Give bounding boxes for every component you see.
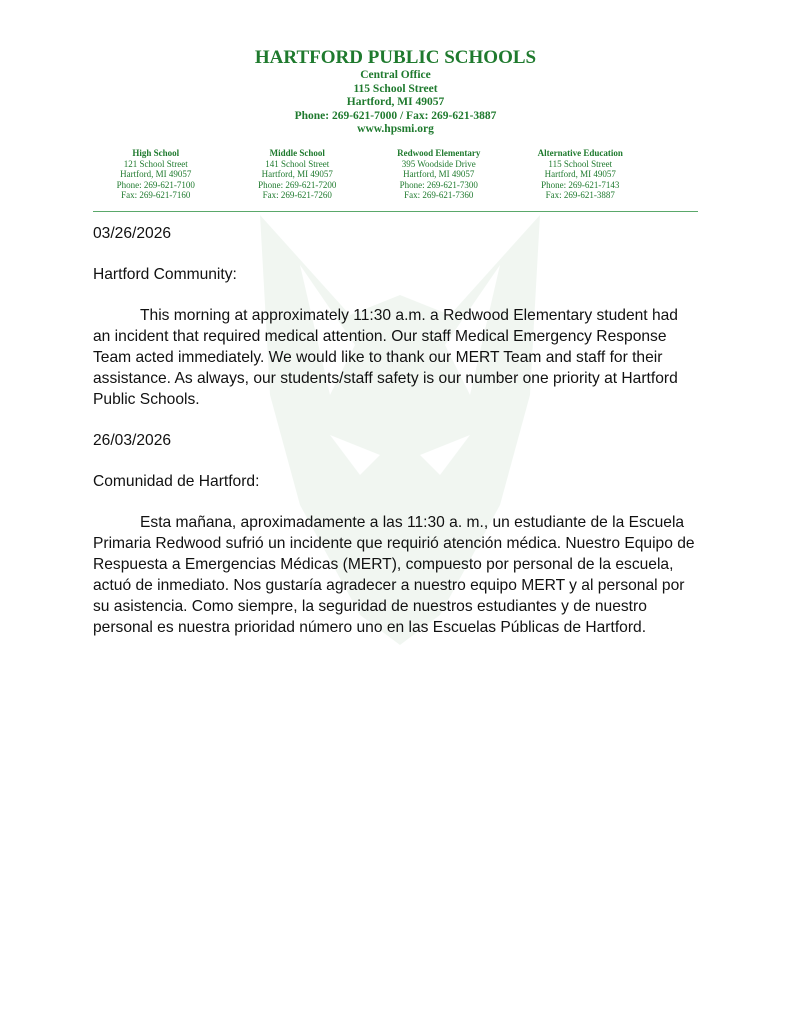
school-city: Hartford, MI 49057 <box>544 169 616 179</box>
office-city: Hartford, MI 49057 <box>346 96 445 108</box>
website: www.hpsmi.org <box>357 123 434 135</box>
school-street: 141 School Street <box>265 158 330 169</box>
school-directory <box>85 148 651 201</box>
date-spanish: 26/03/2026 <box>93 432 172 449</box>
letter-body <box>93 223 699 658</box>
letterhead <box>0 47 791 137</box>
office-name: Central Office <box>360 69 431 81</box>
date-english: 03/26/2026 <box>93 225 172 242</box>
school-phone: Phone: 269-621-7143 <box>541 179 620 190</box>
school-phone: Phone: 269-621-7100 <box>116 179 195 190</box>
paragraph-spanish: Esta mañana, aproximadamente a las 11:30 a. m., un estudiante de la Escuela Primaria Redwood sufrió un incidente que requirió atención médica. Nuestro Equipo de Respuesta a Emergencias Médicas (MERT), compuesto por personal de la escuela, actuó de inmediato. Nos gustaría agradecer a nuestro equipo MERT y al personal por su asistencia. Como siempre, la seguridad de nuestros estudiantes y de nuestro personal es nuestra prioridad número uno en las Escuelas Públicas de Hartford. <box>93 514 695 636</box>
school-street: 115 School Street <box>548 158 613 169</box>
school-street: 395 Woodside Drive <box>401 158 476 169</box>
school-city: Hartford, MI 49057 <box>261 169 333 179</box>
school-fax: Fax: 269-621-7160 <box>121 190 191 200</box>
school-name: Alternative Education <box>537 148 623 158</box>
school-fax: Fax: 269-621-7360 <box>404 190 474 200</box>
school-redwood <box>368 148 510 201</box>
school-alternative <box>510 148 652 201</box>
school-city: Hartford, MI 49057 <box>120 169 192 179</box>
district-name: HARTFORD PUBLIC SCHOOLS <box>254 47 537 68</box>
header-divider <box>93 211 698 212</box>
school-name: Redwood Elementary <box>397 148 481 158</box>
school-fax: Fax: 269-621-7260 <box>262 190 332 200</box>
office-street: 115 School Street <box>353 82 438 95</box>
school-name: High School <box>132 148 180 158</box>
school-name: Middle School <box>269 148 325 158</box>
school-middle <box>227 148 369 201</box>
office-phone-fax: Phone: 269-621-7000 / Fax: 269-621-3887 <box>294 109 497 122</box>
greeting-spanish: Comunidad de Hartford: <box>93 473 260 490</box>
school-street: 121 School Street <box>123 158 188 169</box>
school-fax: Fax: 269-621-3887 <box>545 190 615 200</box>
school-phone: Phone: 269-621-7300 <box>399 179 478 190</box>
school-phone: Phone: 269-621-7200 <box>258 179 337 190</box>
greeting-english: Hartford Community: <box>93 266 237 283</box>
school-high <box>85 148 227 201</box>
paragraph-english: This morning at approximately 11:30 a.m. a Redwood Elementary student had an incident that required medical attention. Our staff Medical Emergency Response Team acted immediately. We would like to thank our MERT Team and staff for their assistance. As always, our students/staff safety is our number one priority at Hartford Public Schools. <box>93 307 678 408</box>
school-city: Hartford, MI 49057 <box>403 169 475 179</box>
